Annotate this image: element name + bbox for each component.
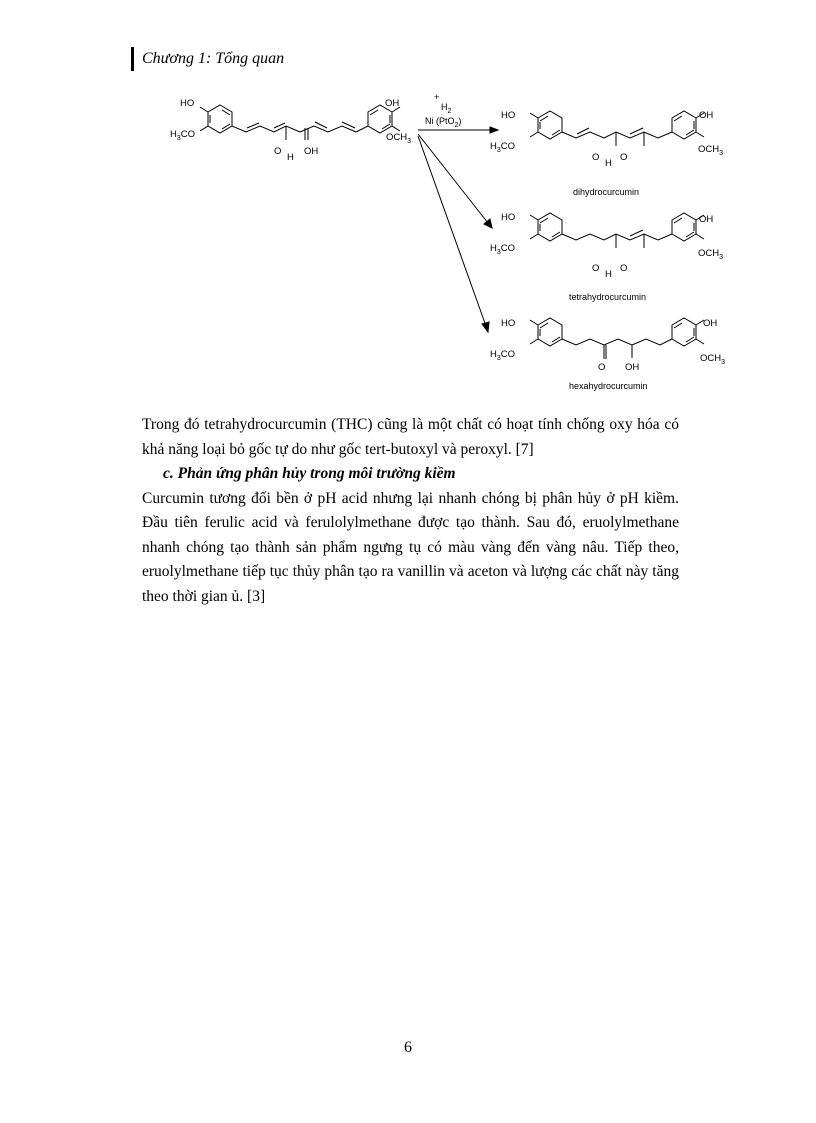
- product-name-dihydrocurcumin: dihydrocurcumin: [573, 187, 640, 197]
- page-number: 6: [404, 1039, 412, 1056]
- reaction-arrows: [418, 127, 498, 332]
- reaction-scheme: [160, 88, 760, 408]
- svg-text:OCH3: $OCH_3$: [698, 248, 724, 261]
- svg-text:H: H: [287, 152, 294, 163]
- running-header: [131, 46, 284, 72]
- svg-text:OH: OH: [385, 98, 400, 109]
- svg-text:H: H: [605, 269, 612, 280]
- svg-text:H3CO: $H_3CO$: [170, 129, 196, 142]
- svg-text:OH: OH: [703, 318, 718, 329]
- product-name-hexahydrocurcumin: hexahydrocurcumin: [569, 381, 648, 391]
- svg-text:OH: OH: [304, 146, 319, 157]
- svg-text:OH: OH: [699, 214, 714, 225]
- hexahydrocurcumin-structure: [530, 318, 704, 359]
- tetrahydrocurcumin-structure: [530, 213, 704, 248]
- body-text: [142, 413, 679, 609]
- reagent-catalyst: Ni (PtO$_2$): [425, 116, 462, 129]
- svg-text:H: H: [605, 158, 612, 169]
- svg-text:HO: HO: [501, 212, 516, 223]
- chapter-title: Chương 1: Tổng quan: [142, 50, 285, 67]
- header-rule: [131, 47, 134, 71]
- svg-text:HO: HO: [501, 318, 516, 329]
- svg-text:H3CO: $H_3CO$: [490, 243, 516, 256]
- reagent-plus: +: [434, 92, 440, 102]
- svg-text:OCH3: $OCH_3$: [386, 132, 412, 145]
- svg-text:O: O: [592, 152, 600, 163]
- svg-text:OH: OH: [625, 362, 640, 373]
- reagent-h2: $H_2$: [441, 102, 452, 115]
- product-name-tetrahydrocurcumin: tetrahydrocurcumin: [569, 292, 647, 302]
- svg-text:O: O: [620, 152, 628, 163]
- curcumin-structure: [200, 105, 400, 140]
- svg-text:OH: OH: [699, 110, 714, 121]
- svg-text:HO: HO: [180, 98, 195, 109]
- svg-text:O: O: [592, 263, 600, 274]
- section-subheading: c. Phản ứng phân hủy trong môi trường kiềm: [163, 465, 456, 482]
- svg-text:H3CO: $H_3CO$: [490, 141, 516, 154]
- paragraph-alkaline-degradation: Curcumin tương đối bền ở pH acid nhưng lại nhanh chóng bị phân hủy ở pH kiềm. Đầu tiên ferulic acid và ferulolylmethane được tạo thành. Sau đó, eruolylmethane nhanh chóng tạo thành sản phẩm ngưng tụ có màu vàng đến vàng nâu. Tiếp theo, eruolylmethane tiếp tục thủy phân tạo ra vanillin và aceton và lượng các chất này tăng theo thời gian ủ. [3]: [142, 489, 679, 605]
- svg-text:O: O: [274, 146, 282, 157]
- svg-text:H3CO: $H_3CO$: [490, 349, 516, 362]
- svg-text:HO: HO: [501, 110, 516, 121]
- svg-text:O: O: [598, 362, 606, 373]
- reaction-scheme-svg: [160, 88, 760, 408]
- svg-text:O: O: [620, 263, 628, 274]
- dihydrocurcumin-structure: [530, 111, 704, 146]
- svg-text:OCH3: $OCH_3$: [698, 144, 724, 157]
- paragraph-antioxidant: Trong đó tetrahydrocurcumin (THC) cũng là một chất có hoạt tính chống oxy hóa có khả năng loại bỏ gốc tự do như gốc tert-butoxyl và peroxyl. [7]: [142, 416, 679, 458]
- svg-text:OCH3: $OCH_3$: [700, 353, 726, 366]
